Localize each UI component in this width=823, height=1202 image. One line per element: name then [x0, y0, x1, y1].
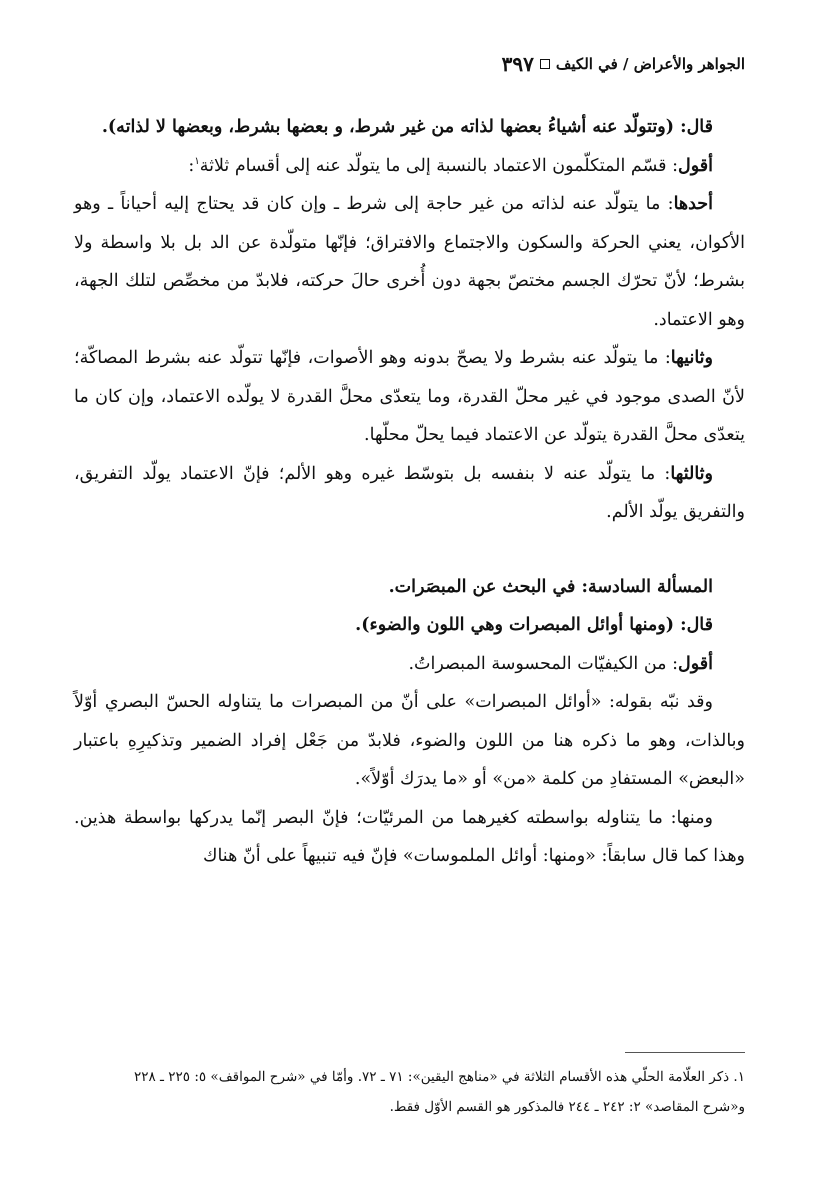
- paragraph-aqul: [74, 147, 745, 186]
- aqul-tail: :: [188, 155, 195, 176]
- label-third: وثالثها: [670, 463, 713, 484]
- footnote-line-2: و«شرح المقاصد» ٢: ٢٤٢ ـ ٢٤٤ فالمذكور هو القسم الأوّل فقط.: [389, 1099, 745, 1115]
- paragraph-visibles-2: ومنها: ما يتناوله بواسطته كغيرهما من المرئيّات؛ فإنّ البصر إنّما يدركها بواسطة هذين. وهذا كما قال سابقاً: «ومنها: أوائل الملموسات» فإنّ فيه تنبيهاً على أنّ هناك: [74, 807, 745, 866]
- paragraph-third-type: [74, 455, 745, 532]
- footnotes: [74, 1062, 745, 1122]
- section-qal-text: : (ومنها أوائل المبصرات وهي اللون والضوء).: [355, 615, 687, 635]
- section-heading: [74, 568, 745, 607]
- paragraph-second-type: [74, 339, 745, 455]
- section-aqul-label: أقول: [678, 653, 713, 674]
- paragraph-visibles-1: وقد نبّه بقوله: «أوائل المبصرات» على أنّ من المبصرات ما يتناوله الحسّ البصري أوّلاً وبالذات، وهو ما ذكره هنا من اللون والضوء، فلابدّ من جَعْل إفراد الضمير وتذكيرِهِ باعتبار «البعض» المستفادِ من كلمة «من» أو «ما يدرَك أوّلاً».: [74, 692, 745, 789]
- paragraph-first-type: [74, 185, 745, 339]
- section-title: المسألة السادسة: [587, 576, 713, 597]
- running-title: الجواهر والأعراض / في الكيف: [555, 55, 745, 73]
- second-text: : ما يتولّد عنه بشرط ولا يصحّ بدونه وهو الأصوات، فإنّها تتولّد عنه بشرط المصاكّة؛ لأنّ الصدى موجود في غير محلّ القدرة، وما يتعدّى محلَّ القدرة لا يولّده الاعتماد، وإن كان ما يتعدّى محلَّ القدرة يتولّد عن الاعتماد فيما يحلّ محلّها.: [74, 348, 745, 445]
- running-header: [502, 52, 745, 76]
- section-spacer: [74, 532, 745, 568]
- footnote-divider: [625, 1052, 745, 1053]
- footnote-line-1: ١. ذكر العلّامة الحلّي هذه الأقسام الثلاثة في «مناهج اليقين»: ٧١ ـ ٧٢. وأمّا في «شرح المواقف» ٥: ٢٢٥ ـ ٢٢٨: [133, 1069, 745, 1085]
- first-text: : ما يتولّد عنه لذاته من غير حاجة إلى شرط ـ وإن كان قد يحتاج إليه أحياناً ـ وهو الأكوان، يعني الحركة والسكون والاجتماع والافتراق؛ فإنّها متولّدة عن الد بل بلا واسطة ولا بشرط؛ لأنّ تحرّك الجسم مختصّ بجهة دون أُخرى حالَ حركته، فلابدّ من مخصِّص لتلك الجهة، وهو الاعتماد.: [74, 194, 745, 330]
- label-aqul: أقول: [678, 155, 713, 176]
- footnote-ref: ١: [194, 155, 200, 167]
- paragraph-qal: [74, 108, 745, 147]
- label-first: أحدها: [673, 194, 713, 214]
- aqul-text: : قسّم المتكلّمون الاعتماد بالنسبة إلى ما يتولّد عنه إلى أقسام ثلاثة: [199, 155, 679, 176]
- main-text: [74, 108, 745, 876]
- section-qal: [74, 606, 745, 645]
- section-aqul: [74, 645, 745, 684]
- section-aqul-text: : من الكيفيّات المحسوسة المبصراتُ.: [408, 653, 679, 674]
- section-qal-label: قال: [686, 615, 713, 635]
- page-number: ٣٩٧: [501, 52, 534, 76]
- label-qal: قال: [686, 117, 713, 137]
- qal-text: : (وتتولّد عنه أشياءُ بعضها لذاته من غير شرط، و بعضها بشرط، وبعضها لا لذاته).: [101, 117, 687, 137]
- header-square-icon: [540, 59, 550, 69]
- label-second: وثانيها: [670, 348, 713, 368]
- section-title-rest: : في البحث عن المبصَرات.: [388, 576, 588, 597]
- third-text: : ما يتولّد عنه لا بنفسه بل بتوسّط غيره وهو الألم؛ فإنّ الاعتماد يولّد التفريق، والتفريق يولّد الألم.: [74, 463, 745, 522]
